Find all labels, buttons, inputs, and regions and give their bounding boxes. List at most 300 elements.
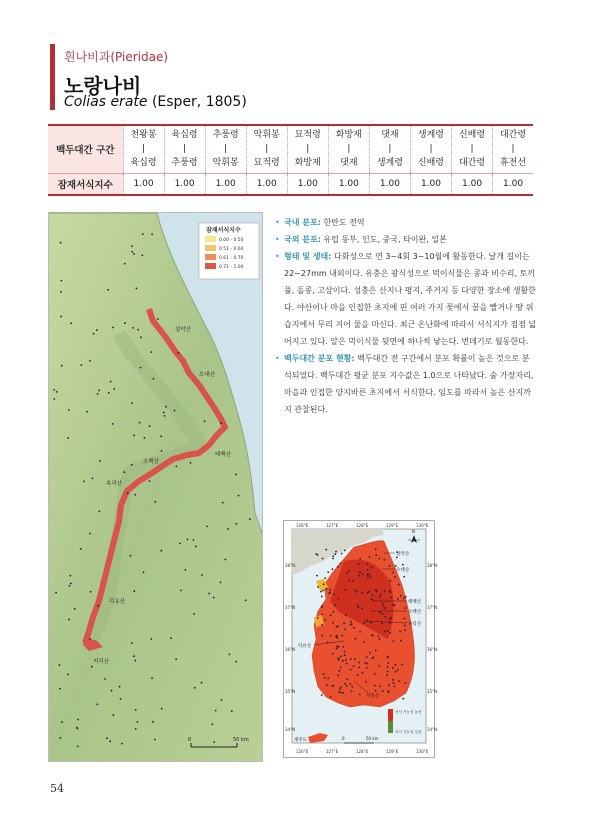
occurrence-dot: [338, 657, 340, 659]
occurrence-dot: [110, 381, 112, 383]
index-row-label: 잠재서식지수: [48, 173, 123, 195]
occurrence-dot: [375, 554, 377, 556]
occurrence-dot: [343, 646, 345, 648]
svg-text:38°N: 38°N: [427, 563, 438, 568]
occurrence-dot: [180, 590, 182, 592]
occurrence-dot: [139, 422, 141, 424]
occurrence-dot: [211, 723, 213, 725]
occurrence-dot: [378, 558, 380, 560]
baekdudaegan-habitat-map: [48, 212, 263, 762]
occurrence-dot: [111, 690, 113, 692]
occurrence-dot: [363, 622, 365, 624]
legend-box: [199, 223, 259, 279]
occurrence-dot: [361, 607, 363, 609]
occurrence-dot: [404, 629, 406, 631]
occurrence-dot: [393, 682, 395, 684]
occurrence-dot: [323, 673, 325, 675]
occurrence-dot: [140, 367, 142, 369]
occurrence-dot: [67, 674, 69, 676]
occurrence-dot: [369, 652, 371, 654]
occurrence-dot: [321, 596, 323, 598]
occurrence-dot: [332, 555, 334, 557]
occurrence-dot: [344, 651, 346, 653]
occurrence-dot: [134, 494, 136, 496]
occurrence-dot: [371, 567, 373, 569]
occurrence-dot: [160, 436, 162, 438]
occurrence-dot: [359, 558, 361, 560]
occurrence-dot: [320, 591, 322, 593]
label-seorak: 설악산: [175, 327, 191, 333]
index-cell: 1.00: [369, 173, 410, 195]
occurrence-dot: [245, 599, 247, 601]
occurrence-dot: [157, 318, 159, 320]
svg-text:128°E: 128°E: [356, 523, 369, 528]
index-cell: 1.00: [246, 173, 287, 195]
occurrence-dot: [356, 591, 358, 593]
occurrence-dot: [333, 611, 335, 613]
occurrence-dot: [387, 691, 389, 693]
occurrence-dot: [339, 688, 341, 690]
occurrence-dot: [342, 660, 344, 662]
occurrence-dot: [366, 663, 368, 665]
occurrence-dot: [96, 329, 98, 331]
occurrence-dot: [336, 648, 338, 650]
occurrence-dot: [132, 327, 134, 329]
occurrence-dot: [97, 605, 99, 607]
occurrence-dot: [74, 608, 76, 610]
occurrence-dot: [131, 245, 133, 247]
segment-row-label: 백두대간 구간: [48, 125, 123, 173]
occurrence-dot: [194, 687, 196, 689]
korean-species-name: 노랑나비: [64, 74, 142, 98]
occurrence-dot: [68, 409, 70, 411]
occurrence-dot: [70, 575, 72, 577]
domestic-distribution: • 국내 분포: 한반도 전역: [275, 214, 537, 231]
occurrence-dot: [154, 739, 156, 741]
occurrence-dot: [330, 696, 332, 698]
occurrence-dot: [358, 563, 360, 565]
legend-label-1: 0.00 - 0.50: [219, 238, 244, 243]
occurrence-dot: [394, 605, 396, 607]
scientific-name-italic: Colias erate: [64, 94, 148, 110]
svg-text:129°E: 129°E: [386, 749, 399, 754]
occurrence-dot: [348, 580, 350, 582]
occurrence-dot: [165, 406, 167, 408]
occurrence-dot: [201, 574, 203, 576]
occurrence-dot: [388, 684, 390, 686]
occurrence-dot: [131, 402, 133, 404]
occurrence-dot: [372, 599, 374, 601]
occurrence-dot: [113, 388, 115, 390]
occurrence-dot: [137, 721, 139, 723]
index-cell: 1.00: [410, 173, 451, 195]
occurrence-dot: [346, 573, 348, 575]
occurrence-dot: [179, 543, 181, 545]
occurrence-dot: [404, 618, 406, 620]
occurrence-dot: [336, 645, 338, 647]
svg-text:36°N: 36°N: [285, 647, 296, 652]
label-sobaek: 소백산: [408, 610, 422, 615]
occurrence-dot: [124, 322, 126, 324]
occurrence-dot: [385, 616, 387, 618]
occurrence-dot: [135, 709, 137, 711]
occurrence-dot: [208, 593, 210, 595]
label-songni: 속리산: [408, 622, 422, 627]
occurrence-dot: [336, 626, 338, 628]
occurrence-dot: [325, 588, 327, 590]
occurrence-dot: [143, 572, 145, 574]
occurrence-dot: [394, 576, 396, 578]
occurrence-dot: [387, 630, 389, 632]
occurrence-dot: [160, 550, 162, 552]
svg-text:129°E: 129°E: [386, 523, 399, 528]
morphology-ecology: • 형태 및 생태: 다화성으로 연 3~4회 3~10월에 활동한다. 날개 길이는 22~27mm 내외이다. 유충은 광식성으로 먹이식물은 콩과 비수리, 토끼풀, 돌콩, 고삼이다. 성충은 산지나 평지, 주거지 등 다양한 장소에 생활한다. 야산이나 마을 인접한 초지에 핀 여러 가지 꽃에서 꿀을 빨거나 땅 위 습지에서 무리 지어 물을 마신다. 최근 온난화에 따라서 서식지가 점점 넓어지고 있다. 알은 먹이식물 뒷면에 하나씩 낳는다. 번데기로 월동한다.: [275, 248, 537, 350]
occurrence-dot: [154, 501, 156, 503]
occurrence-dot: [227, 528, 229, 530]
occurrence-dot: [68, 619, 70, 621]
occurrence-dot: [60, 737, 62, 739]
svg-text:37°N: 37°N: [427, 605, 438, 610]
korea-map-svg: [284, 521, 438, 757]
occurrence-dot: [337, 674, 339, 676]
occurrence-dot: [106, 737, 108, 739]
occurrence-dot: [60, 291, 62, 293]
occurrence-dot: [60, 316, 62, 318]
occurrence-dot: [195, 546, 197, 548]
index-cell: 1.00: [123, 173, 164, 195]
occurrence-dot: [178, 352, 180, 354]
occurrence-dot: [376, 591, 378, 593]
occurrence-dot: [358, 662, 360, 664]
occurrence-dot: [238, 495, 240, 497]
occurrence-dot: [389, 632, 391, 634]
occurrence-dot: [402, 564, 404, 566]
svg-text:34°N: 34°N: [427, 727, 438, 732]
occurrence-dot: [370, 576, 372, 578]
occurrence-dot: [359, 571, 361, 573]
occurrence-dot: [56, 391, 58, 393]
occurrence-dot: [98, 390, 100, 392]
occurrence-dot: [351, 686, 353, 688]
occurrence-dot: [99, 460, 101, 462]
occurrence-dot: [137, 329, 139, 331]
title-accent-bar: [50, 44, 55, 110]
occurrence-dot: [89, 533, 91, 535]
occurrence-dot: [161, 450, 163, 452]
occurrence-dot: [346, 678, 348, 680]
occurrence-dot: [61, 280, 63, 282]
occurrence-dot: [389, 592, 391, 594]
index-cell: 1.00: [452, 173, 493, 195]
occurrence-dot: [326, 684, 328, 686]
segment-cell: 악휘봉 | 묘적령: [246, 125, 287, 173]
occurrence-dot: [89, 638, 91, 640]
occurrence-dot: [163, 412, 165, 414]
occurrence-dot: [372, 595, 374, 597]
occurrence-dot: [121, 743, 123, 745]
occurrence-dot: [104, 678, 106, 680]
occurrence-dot: [69, 585, 71, 587]
svg-text:35°N: 35°N: [427, 689, 438, 694]
occurrence-dot: [328, 678, 330, 680]
occurrence-dot: [152, 721, 154, 723]
svg-text:38°N: 38°N: [285, 563, 296, 568]
species-description: [275, 214, 537, 418]
occurrence-dot: [365, 681, 367, 683]
label-deogyu: 덕유산: [298, 644, 312, 649]
occurrence-dot: [362, 573, 364, 575]
occurrence-dot: [124, 263, 126, 265]
label-taebaek: 태백산: [408, 600, 422, 605]
occurrence-dot: [405, 596, 407, 598]
segment-cell: 추풍령 | 악휘봉: [205, 125, 246, 173]
occurrence-dot: [330, 614, 332, 616]
occurrence-dot: [134, 660, 136, 662]
occurrence-dot: [98, 511, 100, 513]
svg-text:130°E: 130°E: [416, 749, 429, 754]
occurrence-dot: [97, 393, 99, 395]
segment-cell: 신배령 | 대간령: [452, 125, 493, 173]
occurrence-dot: [363, 641, 365, 643]
occurrence-dot: [220, 582, 222, 584]
occurrence-dot: [80, 364, 82, 366]
occurrence-dot: [61, 365, 63, 367]
legend-swatch-1: [205, 236, 216, 242]
occurrence-dot: [389, 618, 391, 620]
occurrence-dot: [93, 333, 95, 335]
segment-cell: 묘적령 | 화방재: [287, 125, 328, 173]
occurrence-dot: [164, 415, 166, 417]
scale-max: 50 km: [233, 737, 249, 743]
occurrence-dot: [350, 624, 352, 626]
occurrence-dot: [59, 688, 61, 690]
label-jiri: 지리산: [93, 659, 109, 665]
occurrence-dot: [340, 692, 342, 694]
occurrence-dot: [332, 568, 334, 570]
occurrence-dot: [403, 576, 405, 578]
occurrence-dot: [350, 683, 352, 685]
occurrence-dot: [131, 251, 133, 253]
label-songni: 속리산: [106, 481, 122, 487]
segment-row: [48, 125, 533, 173]
occurrence-dot: [353, 665, 355, 667]
occurrence-dot: [332, 622, 334, 624]
svg-text:127°E: 127°E: [326, 749, 339, 754]
svg-text:128°E: 128°E: [356, 749, 369, 754]
occurrence-dot: [321, 614, 323, 616]
occurrence-dot: [112, 423, 114, 425]
occurrence-dot: [187, 539, 189, 541]
occurrence-dot: [61, 721, 63, 723]
occurrence-dot: [344, 683, 346, 685]
occurrence-dot: [96, 703, 98, 705]
occurrence-dot: [400, 640, 402, 642]
occurrence-dot: [59, 664, 61, 666]
occurrence-dot: [343, 622, 345, 624]
occurrence-dot: [357, 674, 359, 676]
occurrence-dot: [353, 627, 355, 629]
occurrence-dot: [215, 710, 217, 712]
occurrence-dot: [402, 698, 404, 700]
occurrence-dot: [378, 635, 380, 637]
occurrence-dot: [342, 692, 344, 694]
occurrence-dot: [90, 591, 92, 593]
occurrence-dot: [387, 666, 389, 668]
occurrence-dot: [367, 592, 369, 594]
occurrence-dot: [67, 437, 69, 439]
occurrence-dot: [381, 622, 383, 624]
occurrence-dot: [355, 638, 357, 640]
occurrence-dot: [80, 548, 82, 550]
label-odae: 오대산: [396, 568, 410, 573]
occurrence-dot: [107, 289, 109, 291]
occurrence-dot: [368, 574, 370, 576]
occurrence-dot: [235, 474, 237, 476]
segment-cell: 생계령 | 신배령: [410, 125, 451, 173]
occurrence-dot: [405, 682, 407, 684]
occurrence-dot: [151, 638, 153, 640]
occurrence-dot: [389, 565, 391, 567]
svg-text:37°N: 37°N: [285, 605, 296, 610]
occurrence-dot: [358, 575, 360, 577]
segment-cell: 대간령 | 휴전선: [493, 125, 533, 173]
occurrence-dot: [375, 548, 377, 550]
occurrence-dot: [329, 589, 331, 591]
occurrence-dot: [335, 636, 337, 638]
occurrence-dot: [340, 667, 342, 669]
occurrence-dot: [229, 654, 231, 656]
occurrence-dot: [249, 518, 251, 520]
occurrence-dot: [369, 556, 371, 558]
occurrence-dot: [372, 658, 374, 660]
page-number: 54: [50, 782, 64, 795]
segment-cell: 육십령 | 추풍령: [164, 125, 205, 173]
occurrence-dot: [392, 604, 394, 606]
occurrence-dot: [379, 611, 381, 613]
occurrence-dot: [401, 664, 403, 666]
occurrence-dot: [393, 640, 395, 642]
index-cell: 1.00: [164, 173, 205, 195]
occurrence-dot: [403, 597, 405, 599]
occurrence-dot: [325, 549, 327, 551]
occurrence-dot: [382, 602, 384, 604]
segment-cell: 화방재 | 댓재: [328, 125, 369, 173]
occurrence-dot: [324, 677, 326, 679]
occurrence-dot: [404, 607, 406, 609]
occurrence-dot: [92, 478, 94, 480]
occurrence-dot: [332, 685, 334, 687]
legend-label-3: 0.61 - 0.70: [219, 256, 244, 261]
occurrence-dot: [151, 351, 153, 353]
label-jeju: 제주도: [294, 738, 308, 743]
korea-habitat-map: [283, 520, 438, 758]
occurrence-dot: [358, 666, 360, 668]
occurrence-dot: [332, 558, 334, 560]
occurrence-dot: [161, 708, 163, 710]
occurrence-dot: [70, 583, 72, 585]
occurrence-dot: [201, 682, 203, 684]
svg-text:36°N: 36°N: [427, 647, 438, 652]
scale-zero: 0: [188, 737, 192, 743]
occurrence-dot: [170, 637, 172, 639]
occurrence-dot: [390, 597, 392, 599]
occurrence-dot: [398, 680, 400, 682]
occurrence-dot: [389, 590, 391, 592]
svg-text:127°E: 127°E: [326, 523, 339, 528]
occurrence-dot: [378, 665, 380, 667]
occurrence-dot: [395, 664, 397, 666]
legend-label-2: 0.51 - 0.60: [219, 247, 244, 252]
occurrence-dot: [350, 669, 352, 671]
occurrence-dot: [185, 569, 187, 571]
label-sobaek: 소백산: [143, 459, 159, 465]
occurrence-dot: [335, 553, 337, 555]
occurrence-dot: [53, 398, 55, 400]
legend-high: 서식 가능성 높음: [395, 710, 422, 714]
occurrence-dot: [220, 422, 222, 424]
occurrence-dot: [337, 566, 339, 568]
occurrence-dot: [153, 378, 155, 380]
occurrence-dot: [348, 570, 350, 572]
occurrence-dot: [397, 598, 399, 600]
occurrence-dot: [213, 741, 215, 743]
occurrence-dot: [387, 671, 389, 673]
occurrence-dot: [370, 622, 372, 624]
occurrence-dot: [371, 635, 373, 637]
occurrence-dot: [70, 323, 72, 325]
occurrence-dot: [395, 671, 397, 673]
occurrence-dot: [375, 589, 377, 591]
occurrence-dot: [367, 563, 369, 565]
occurrence-dot: [60, 242, 62, 244]
occurrence-dot: [213, 597, 215, 599]
occurrence-dot: [334, 604, 336, 606]
occurrence-dot: [176, 466, 178, 468]
occurrence-dot: [140, 336, 142, 338]
north-label: N: [412, 529, 415, 534]
occurrence-dot: [366, 667, 368, 669]
occurrence-dot: [364, 662, 366, 664]
legend-label-4: 0.71 - 1.00: [219, 265, 244, 270]
occurrence-dot: [345, 659, 347, 661]
occurrence-dot: [354, 589, 356, 591]
occurrence-dot: [384, 559, 386, 561]
occurrence-dot: [387, 662, 389, 664]
legend-swatch-4: [205, 263, 216, 269]
occurrence-dot: [144, 437, 146, 439]
occurrence-dot: [379, 596, 381, 598]
occurrence-dot: [324, 577, 326, 579]
occurrence-dot: [395, 565, 397, 567]
occurrence-dot: [374, 685, 376, 687]
occurrence-dot: [400, 595, 402, 597]
baekdudaegan-section-table: [48, 124, 533, 196]
occurrence-dot: [332, 653, 334, 655]
legend-title: 잠재서식지수: [206, 227, 241, 234]
occurrence-dot: [344, 550, 346, 552]
label-deogyu: 덕유산: [109, 599, 125, 605]
occurrence-dot: [362, 672, 364, 674]
occurrence-dot: [367, 577, 369, 579]
occurrence-dot: [131, 464, 133, 466]
occurrence-dot: [330, 635, 332, 637]
occurrence-dot: [131, 642, 133, 644]
occurrence-dot: [367, 574, 369, 576]
occurrence-dot: [382, 613, 384, 615]
label-taebaek: 태백산: [215, 452, 231, 458]
occurrence-dot: [399, 631, 401, 633]
occurrence-dot: [346, 663, 348, 665]
